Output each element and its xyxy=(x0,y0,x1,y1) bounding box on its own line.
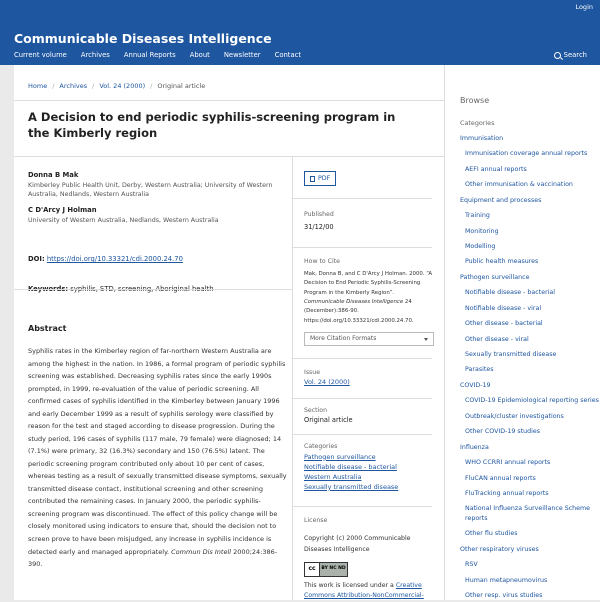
pdf-button[interactable] xyxy=(304,171,336,186)
cc-badge-terms: BY NC ND xyxy=(320,563,347,576)
breadcrumb-issue[interactable]: Vol. 24 (2000) xyxy=(99,82,146,90)
breadcrumb-separator: / xyxy=(92,82,95,90)
sidebar-category-item[interactable]: Pathogen surveillance xyxy=(460,273,530,281)
search-label: Search xyxy=(563,51,587,59)
author-affiliation: University of Western Australia, Nedlands, Western Australia xyxy=(28,216,219,224)
site-header xyxy=(0,16,600,65)
keywords-label: Keywords: xyxy=(28,284,69,293)
breadcrumb-archives[interactable]: Archives xyxy=(59,82,88,90)
citation-journal: Communicable Diseases Intelligence xyxy=(304,299,404,305)
nav-contact[interactable]: Contact xyxy=(274,51,302,59)
breadcrumb-current: Original article xyxy=(157,82,206,90)
divider xyxy=(14,156,444,157)
sidebar xyxy=(444,65,600,600)
sidebar-category-item[interactable]: Other disease - viral xyxy=(465,335,529,343)
license-link[interactable]: Creative Commons Attribution-NonCommercial- xyxy=(304,581,424,600)
breadcrumb-separator: / xyxy=(52,82,55,90)
citation-text xyxy=(304,270,436,327)
cc-license-badge[interactable] xyxy=(304,562,348,577)
category-link[interactable]: Notifiable disease - bacterial xyxy=(304,462,397,471)
nav-archives[interactable]: Archives xyxy=(80,51,110,59)
sidebar-category-item[interactable]: Training xyxy=(465,212,490,220)
section-label: Section xyxy=(304,407,327,415)
abstract-body: Syphilis rates in the Kimberley region of far-northern Western Australia are among the highest in the nation. In 1986, a formal program of periodic syphilis screening was established. Decreasing syphilis rates since the early 1990s prompted, in 1999, re-evaluation of the value of periodic screening. All confirmed cases of syphilis identified in the Kimberley between January 1996 and early December 1999 as a result of syphilis serology were classified by reason for the test and staged according to disease progression. During the study period, 196 cases of syphilis (117 male, 79 female) were diagnosed; 14 (7.1%) were primary, 32 (16.3%) secondary and 150 (76.5%) latent. The periodic screening program contributed only about 10 per cent of cases, whereas testing as a result of sexually transmitted disease symptoms, sexually transmitted disease contact, institutional screening and other screening contributed the remaining cases. In January 2000, the periodic syphilis-screening program was discontinued. The effect of this policy change will be closely monitored using indicators to ensure that, should the decision not to screen prove to have been misjudged, any increase in syphilis incidence is detected early and managed appropriately. xyxy=(28,347,287,556)
article-main xyxy=(14,65,444,600)
issue-link[interactable]: Vol. 24 (2000) xyxy=(304,378,350,387)
sidebar-category-item[interactable]: National Influenza Surveillance Scheme reports xyxy=(465,505,591,522)
sidebar-category-item[interactable]: Outbreak/cluster investigations xyxy=(465,412,564,420)
divider xyxy=(292,358,432,359)
divider xyxy=(14,289,292,290)
divider xyxy=(292,398,432,399)
license-label: License xyxy=(304,516,328,524)
sidebar-category-item[interactable]: Monitoring xyxy=(465,227,499,235)
abstract-heading: Abstract xyxy=(28,324,67,333)
category-link[interactable]: Pathogen surveillance xyxy=(304,452,376,461)
divider xyxy=(292,434,432,435)
keywords-value: syphilis, STD, screening, Aboriginal health xyxy=(70,284,214,293)
cc-badge-symbol: cc xyxy=(305,563,320,576)
sidebar-category-item[interactable]: AEFI annual reports xyxy=(465,165,527,173)
breadcrumb xyxy=(28,82,205,91)
sidebar-category-item[interactable]: FluTracking annual reports xyxy=(465,489,549,497)
nav-about[interactable]: About xyxy=(189,51,210,59)
sidebar-category-item[interactable]: Human metapneumovirus xyxy=(465,576,548,584)
sidebar-category-item[interactable]: FluCAN annual reports xyxy=(465,474,536,482)
site-title[interactable]: Communicable Diseases Intelligence xyxy=(14,31,272,46)
document-icon xyxy=(310,176,315,182)
category-list xyxy=(460,134,600,601)
issue-label: Issue xyxy=(304,369,321,377)
doi-label: DOI: xyxy=(28,255,45,263)
sidebar-category-item[interactable]: Other COVID-19 studies xyxy=(465,428,541,436)
license-copyright: Copyright (c) 2000 Communicable Diseases Intelligence xyxy=(304,534,411,553)
sidebar-category-item[interactable]: WHO CCRRI annual reports xyxy=(465,459,551,467)
category-link[interactable]: Sexually transmitted disease xyxy=(304,482,399,491)
abstract-citation-journal: Commun Dis Intell xyxy=(171,547,232,556)
citation-formats-dropdown[interactable] xyxy=(304,332,434,346)
author-name: Donna B Mak xyxy=(28,171,79,179)
breadcrumb-separator: / xyxy=(150,82,153,90)
divider xyxy=(14,100,444,101)
nav-annual-reports[interactable]: Annual Reports xyxy=(123,51,176,59)
browse-heading: Browse xyxy=(460,96,490,105)
nav-newsletter[interactable]: Newsletter xyxy=(223,51,261,59)
sidebar-category-item[interactable]: Immunisation xyxy=(460,134,504,142)
divider xyxy=(292,198,432,199)
categories-heading: Categories xyxy=(460,118,495,127)
doi xyxy=(28,255,282,265)
main-nav xyxy=(14,51,315,61)
sidebar-category-item[interactable]: Public health measures xyxy=(465,258,539,266)
published-date: 31/12/00 xyxy=(304,223,334,232)
doi-link[interactable]: https://doi.org/10.33321/cdi.2000.24.70 xyxy=(46,255,183,263)
search-icon xyxy=(554,52,561,59)
sidebar-category-item[interactable]: Immunisation coverage annual reports xyxy=(465,150,588,158)
article-title: A Decision to end periodic syphilis-screening program in the Kimberly region xyxy=(28,110,396,140)
categories-label: Categories xyxy=(304,442,338,450)
abstract-text xyxy=(28,345,290,571)
author-name: C D'Arcy J Holman xyxy=(28,205,97,214)
nav-current-volume[interactable]: Current volume xyxy=(14,51,67,59)
license-prefix: This work is licensed under a xyxy=(304,581,396,589)
sidebar-category-item[interactable]: Notifiable disease - bacterial xyxy=(465,289,556,297)
sidebar-category-item[interactable]: COVID-19 xyxy=(460,381,491,389)
section-value: Original article xyxy=(304,416,353,425)
search-button[interactable] xyxy=(554,51,587,61)
sidebar-category-item[interactable]: Other disease - bacterial xyxy=(465,320,543,328)
sidebar-category-item[interactable]: Other resp. virus studies xyxy=(465,592,543,599)
sidebar-category-item[interactable]: Influenza xyxy=(460,443,489,451)
page-content xyxy=(14,65,600,600)
column-divider xyxy=(292,156,293,600)
divider xyxy=(292,506,432,507)
sidebar-category-item[interactable]: Modelling xyxy=(465,242,496,250)
sidebar-category-item[interactable]: RSV xyxy=(465,561,478,569)
top-bar xyxy=(0,0,600,16)
sidebar-category-item[interactable]: COVID-19 Epidemiological reporting series xyxy=(465,397,599,405)
pdf-label: PDF xyxy=(318,175,331,182)
sidebar-category-item[interactable]: Other flu studies xyxy=(465,530,518,538)
sidebar-category-item[interactable]: Parasites xyxy=(465,366,494,374)
citation-main: Mak, Donna B, and C D'Arcy J Holman. 2000. “A Decision to End Periodic Syphilis-Screening Program in the Kimberly Region”. xyxy=(304,270,433,296)
login-link[interactable]: Login xyxy=(575,3,593,12)
divider xyxy=(292,247,432,248)
author-affiliation: Kimberley Public Health Unit, Derby, Western Australia; University of Western Australia, Nedlands, Western Australia xyxy=(28,181,273,199)
article-entry xyxy=(28,171,282,295)
citation-formats-label: More Citation Formats xyxy=(310,335,377,343)
license-statement xyxy=(304,581,436,602)
sidebar-category-item[interactable]: Sexually transmitted disease xyxy=(465,351,557,358)
how-to-cite-label: How to Cite xyxy=(304,257,340,265)
published-label: Published xyxy=(304,211,334,219)
sidebar-category-item[interactable]: Equipment and processes xyxy=(460,196,542,204)
sidebar-category-item[interactable]: Notifiable disease - viral xyxy=(465,304,542,312)
sidebar-category-item[interactable]: Other respiratory viruses xyxy=(460,545,539,553)
abstract-citation-rest: 2000;24:386-390. xyxy=(28,547,278,569)
article-details xyxy=(304,165,436,602)
sidebar-category-item[interactable]: Other immunisation & vaccination xyxy=(465,181,573,189)
citation-rest: 24 (December):386-90. https://doi.org/10.33321/cdi.2000.24.70. xyxy=(304,299,414,324)
breadcrumb-home[interactable]: Home xyxy=(28,82,48,90)
chevron-down-icon xyxy=(424,338,428,341)
category-link[interactable]: Western Australia xyxy=(304,472,362,481)
